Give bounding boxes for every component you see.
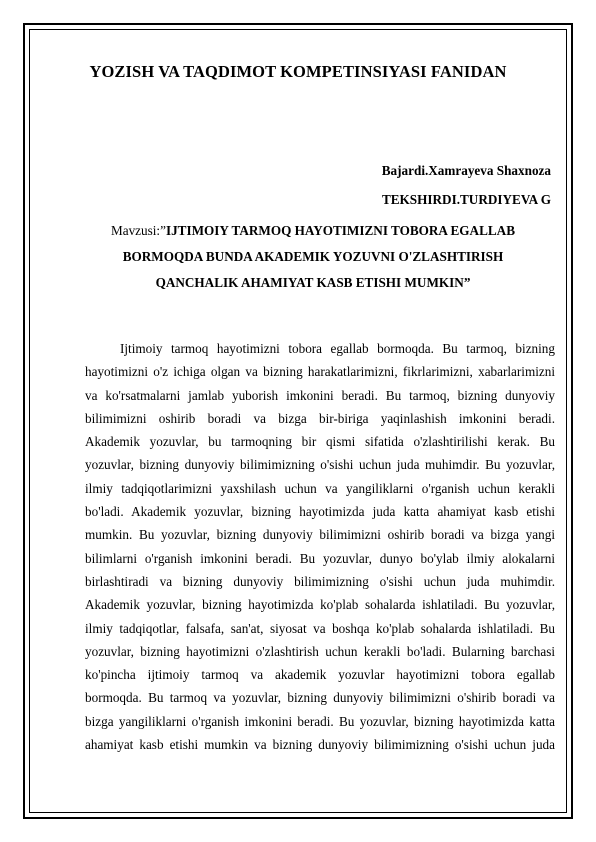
body-line: ilmiy tadqiqotlarimizni yaxshilash uchun va yangiliklarni o'rganish uchun kerakli xyxy=(85,480,555,496)
body-line: bizga yangiliklarni o'rganish imkonini beradi. Bu yozuvlar, bizning hayotimizda katta xyxy=(85,713,555,729)
body-line: yozuvlar, bizning hayotimizni o'zlashtirish uchun kerakli bo'ladi. Bularning barchasi xyxy=(85,643,555,659)
checker-line: TEKSHIRDI.TURDIYEVA G xyxy=(381,192,551,207)
body-line: bilimimizni oshirib boradi va bizga bir-biriga yaqinlashish imkonini beradi. xyxy=(85,410,555,426)
body-line: bilimlarni o'rganish imkonini beradi. Bu yozuvlar, dunyo bo'ylab ilmiy alokalarni xyxy=(85,550,555,566)
body-line: Akademik yozuvlar, bu tarmoqning bir qismi sifatida o'zlashtirilishi kerak. Bu xyxy=(85,434,555,450)
body-line: Akademik yozuvlar, bizning hayotimizda ko'plab sohalarda ishlatiladi. Bu yozuvlar, xyxy=(85,597,555,613)
body-paragraph xyxy=(85,337,555,756)
body-line: ko'pincha ijtimoiy tarmoq va akademik yozuvlar hayotimizni tobora egallab xyxy=(85,667,555,683)
topic-line-3: QANCHALIK AHAMIYAT KASB ETISHI MUMKIN” xyxy=(155,275,471,290)
topic-block xyxy=(80,218,546,296)
body-line: bormoqda. Bu tarmoq va yozuvlar, bizning dunyoviy bilimimizni o'shirib boradi va xyxy=(85,690,555,706)
body-line: ahamiyat kasb etishi mumkin va bizning dunyoviy bilimimizning o'sishi uchun juda xyxy=(85,737,555,753)
topic-label: Mavzusi:” xyxy=(111,223,166,238)
body-line: hayotimizni o'z ichiga olgan va bizning harakatlarimizni, fikrlarimizni, xabarlarimizni xyxy=(85,364,555,380)
body-line: va ko'rsatmalarni jamlab yuborish imkonini beradi. Bu tarmoq, bizning dunyoviy xyxy=(85,387,555,403)
body-line: mumkin. Bu yozuvlar, bizning dunyoviy bilimimizni oshirib boradi va bizga yangi xyxy=(85,527,555,543)
topic-line-1 xyxy=(80,218,546,244)
topic-text-1: IJTIMOIY TARMOQ HAYOTIMIZNI TOBORA EGALLAB xyxy=(165,223,515,238)
topic-line-2: BORMOQDA BUNDA AKADEMIK YOZUVNI O'ZLASHTIRISH xyxy=(122,249,504,264)
body-line: ilmiy tadqiqotlar, falsafa, san'at, siyosat va boshqa ko'plab sohalarda ishlatiladi. Bu xyxy=(85,620,555,636)
body-line: Ijtimoiy tarmoq hayotimizni tobora egallab bormoqda. Bu tarmoq, bizning xyxy=(120,341,555,356)
document-title: YOZISH VA TAQDIMOT KOMPETINSIYASI FANIDAN xyxy=(89,62,507,81)
body-line: birlashtiradi va bizning dunyoviy bilimimizning o'sishi uchun juda muhimdir. xyxy=(85,573,555,589)
body-line: bo'ladi. Akademik yozuvlar, bizning hayotimizda juda katta ahamiyat kasb etishi xyxy=(85,504,555,520)
author-line: Bajardi.Xamrayeva Shaxnoza xyxy=(381,163,551,178)
body-line: yozuvlar, bizning dunyoviy bilimimizning o'sishi uchun juda muhimdir. Bu yozuvlar, xyxy=(85,457,555,473)
